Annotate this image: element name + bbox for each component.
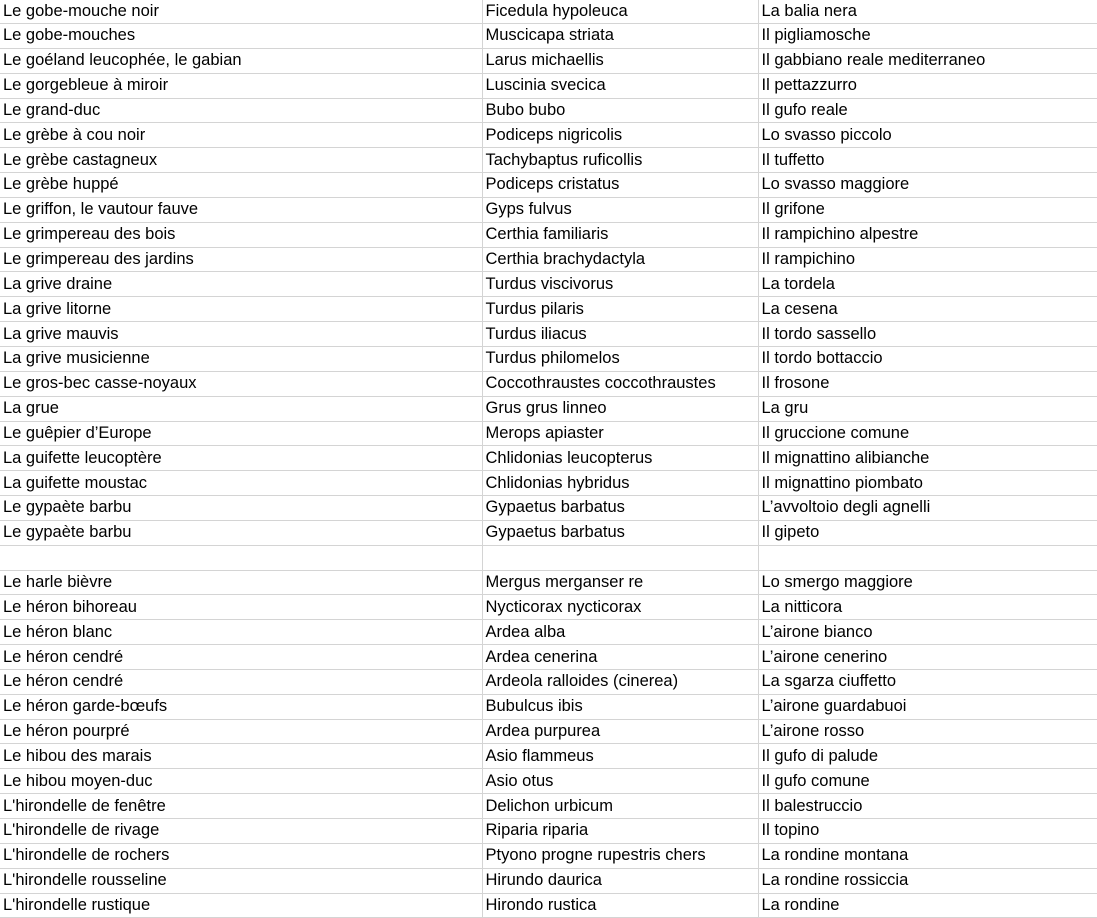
french-name-cell[interactable]: L'hirondelle de rivage [0,819,482,844]
table-row [0,545,1097,570]
table-row [0,520,1097,545]
latin-name-cell[interactable]: Certhia familiaris [482,222,758,247]
table-row [0,669,1097,694]
italian-name-cell[interactable]: Il pettazzurro [758,73,1097,98]
table-row [0,173,1097,198]
table-row [0,371,1097,396]
latin-name-cell[interactable]: Gyps fulvus [482,197,758,222]
french-name-cell[interactable]: Le grèbe à cou noir [0,123,482,148]
italian-name-cell[interactable]: L’airone bianco [758,620,1097,645]
latin-name-cell[interactable]: Podiceps cristatus [482,173,758,198]
latin-name-cell[interactable]: Bubo bubo [482,98,758,123]
table-row [0,123,1097,148]
table-row [0,645,1097,670]
italian-name-cell[interactable]: Il gufo di palude [758,744,1097,769]
latin-name-cell[interactable]: Luscinia svecica [482,73,758,98]
table-row [0,24,1097,49]
italian-name-cell[interactable]: Il topino [758,819,1097,844]
latin-name-cell[interactable]: Asio flammeus [482,744,758,769]
french-name-cell[interactable]: Le héron bihoreau [0,595,482,620]
french-name-cell[interactable]: Le héron pourpré [0,719,482,744]
italian-name-cell[interactable]: La rondine [758,893,1097,918]
french-name-cell[interactable]: La grive musicienne [0,346,482,371]
french-name-cell[interactable]: Le griffon, le vautour fauve [0,197,482,222]
italian-name-cell[interactable]: L’airone rosso [758,719,1097,744]
table-row [0,471,1097,496]
table-row [0,0,1097,24]
latin-name-cell[interactable]: Ardeola ralloides (cinerea) [482,669,758,694]
latin-name-cell[interactable]: Larus michaellis [482,48,758,73]
table-row [0,843,1097,868]
table-row [0,73,1097,98]
latin-name-cell[interactable]: Grus grus linneo [482,396,758,421]
french-name-cell[interactable]: Le gobe-mouches [0,24,482,49]
french-name-cell[interactable]: La grive draine [0,272,482,297]
italian-name-cell[interactable]: Il gruccione comune [758,421,1097,446]
italian-name-cell[interactable]: L’avvoltoio degli agnelli [758,496,1097,521]
latin-name-cell[interactable]: Hirundo daurica [482,868,758,893]
italian-name-cell[interactable]: L’airone guardabuoi [758,694,1097,719]
latin-name-cell[interactable]: Riparia riparia [482,819,758,844]
table-row [0,446,1097,471]
latin-name-cell[interactable]: Coccothraustes coccothraustes [482,371,758,396]
french-name-cell[interactable]: Le gypaète barbu [0,520,482,545]
italian-name-cell[interactable]: La tordela [758,272,1097,297]
italian-name-cell[interactable]: Il grifone [758,197,1097,222]
french-name-cell[interactable]: Le grimpereau des bois [0,222,482,247]
french-name-cell[interactable]: Le héron cendré [0,669,482,694]
italian-name-cell[interactable]: Il gufo reale [758,98,1097,123]
italian-name-cell[interactable]: Il gipeto [758,520,1097,545]
table-row [0,48,1097,73]
table-row [0,819,1097,844]
latin-name-cell[interactable]: Gypaetus barbatus [482,520,758,545]
table-row [0,595,1097,620]
italian-name-cell[interactable]: Il tordo bottaccio [758,346,1097,371]
latin-name-cell[interactable]: Gypaetus barbatus [482,496,758,521]
french-name-cell[interactable]: Le gypaète barbu [0,496,482,521]
table-row [0,297,1097,322]
table-row [0,868,1097,893]
french-name-cell[interactable] [0,545,482,570]
table-row [0,272,1097,297]
latin-name-cell[interactable]: Merops apiaster [482,421,758,446]
french-name-cell[interactable]: Le hibou moyen-duc [0,769,482,794]
italian-name-cell[interactable]: Il pigliamosche [758,24,1097,49]
italian-name-cell[interactable]: Lo svasso maggiore [758,173,1097,198]
latin-name-cell[interactable]: Mergus merganser re [482,570,758,595]
table-row [0,98,1097,123]
table-row [0,620,1097,645]
latin-name-cell[interactable]: Podiceps nigricolis [482,123,758,148]
italian-name-cell[interactable] [758,545,1097,570]
italian-name-cell[interactable]: L’airone cenerino [758,645,1097,670]
table-row [0,148,1097,173]
french-name-cell[interactable]: Le gobe-mouche noir [0,0,482,24]
italian-name-cell[interactable]: Lo smergo maggiore [758,570,1097,595]
french-name-cell[interactable]: L'hirondelle rustique [0,893,482,918]
table-row [0,322,1097,347]
table-row [0,719,1097,744]
italian-name-cell[interactable]: Il gabbiano reale mediterraneo [758,48,1097,73]
italian-name-cell[interactable]: Il mignattino alibianche [758,446,1097,471]
italian-name-cell[interactable]: Il frosone [758,371,1097,396]
latin-name-cell[interactable]: Tachybaptus ruficollis [482,148,758,173]
latin-name-cell[interactable]: Turdus iliacus [482,322,758,347]
table-row [0,769,1097,794]
french-name-cell[interactable]: La guifette moustac [0,471,482,496]
latin-name-cell[interactable]: Nycticorax nycticorax [482,595,758,620]
italian-name-cell[interactable]: La cesena [758,297,1097,322]
italian-name-cell[interactable]: Il gufo comune [758,769,1097,794]
latin-name-cell[interactable]: Ardea cenerina [482,645,758,670]
italian-name-cell[interactable]: La nitticora [758,595,1097,620]
french-name-cell[interactable]: Le goéland leucophée, le gabian [0,48,482,73]
table-row [0,496,1097,521]
italian-name-cell[interactable]: La sgarza ciuffetto [758,669,1097,694]
italian-name-cell[interactable]: Lo svasso piccolo [758,123,1097,148]
french-name-cell[interactable]: Le guêpier d’Europe [0,421,482,446]
french-name-cell[interactable]: Le harle bièvre [0,570,482,595]
latin-name-cell[interactable]: Ardea purpurea [482,719,758,744]
french-name-cell[interactable]: Le gros-bec casse-noyaux [0,371,482,396]
latin-name-cell[interactable]: Ardea alba [482,620,758,645]
french-name-cell[interactable]: Le héron garde-bœufs [0,694,482,719]
table-row [0,396,1097,421]
french-name-cell[interactable]: La grue [0,396,482,421]
latin-name-cell[interactable]: Asio otus [482,769,758,794]
french-name-cell[interactable]: Le grèbe huppé [0,173,482,198]
french-name-cell[interactable]: Le héron cendré [0,645,482,670]
table-row [0,197,1097,222]
italian-name-cell[interactable]: La balia nera [758,0,1097,24]
french-name-cell[interactable]: L'hirondelle de fenêtre [0,794,482,819]
latin-name-cell[interactable]: Bubulcus ibis [482,694,758,719]
latin-name-cell[interactable] [482,545,758,570]
italian-name-cell[interactable]: La rondine montana [758,843,1097,868]
french-name-cell[interactable]: La grive mauvis [0,322,482,347]
table-row [0,893,1097,918]
french-name-cell[interactable]: Le gorgebleue à miroir [0,73,482,98]
latin-name-cell[interactable]: Turdus pilaris [482,297,758,322]
french-name-cell[interactable]: L'hirondelle de rochers [0,843,482,868]
table-row [0,744,1097,769]
table-row [0,421,1097,446]
latin-name-cell[interactable]: Turdus viscivorus [482,272,758,297]
latin-name-cell[interactable]: Certhia brachydactyla [482,247,758,272]
italian-name-cell[interactable]: Il rampichino [758,247,1097,272]
latin-name-cell[interactable]: Chlidonias hybridus [482,471,758,496]
french-name-cell[interactable]: L'hirondelle rousseline [0,868,482,893]
italian-name-cell[interactable]: La rondine rossiccia [758,868,1097,893]
latin-name-cell[interactable]: Turdus philomelos [482,346,758,371]
italian-name-cell[interactable]: Il mignattino piombato [758,471,1097,496]
latin-name-cell[interactable]: Delichon urbicum [482,794,758,819]
french-name-cell[interactable]: Le grèbe castagneux [0,148,482,173]
table-row [0,222,1097,247]
table-row [0,794,1097,819]
table-row [0,346,1097,371]
italian-name-cell[interactable]: La gru [758,396,1097,421]
latin-name-cell[interactable]: Hirondo rustica [482,893,758,918]
french-name-cell[interactable]: Le héron blanc [0,620,482,645]
french-name-cell[interactable]: La guifette leucoptère [0,446,482,471]
french-name-cell[interactable]: Le grimpereau des jardins [0,247,482,272]
italian-name-cell[interactable]: Il tuffetto [758,148,1097,173]
table-row [0,247,1097,272]
table-row [0,570,1097,595]
table-row [0,694,1097,719]
french-name-cell[interactable]: La grive litorne [0,297,482,322]
latin-name-cell[interactable]: Ptyono progne rupestris chers [482,843,758,868]
latin-name-cell[interactable]: Muscicapa striata [482,24,758,49]
italian-name-cell[interactable]: Il tordo sassello [758,322,1097,347]
italian-name-cell[interactable]: Il balestruccio [758,794,1097,819]
latin-name-cell[interactable]: Chlidonias leucopterus [482,446,758,471]
latin-name-cell[interactable]: Ficedula hypoleuca [482,0,758,24]
french-name-cell[interactable]: Le grand-duc [0,98,482,123]
french-name-cell[interactable]: Le hibou des marais [0,744,482,769]
italian-name-cell[interactable]: Il rampichino alpestre [758,222,1097,247]
